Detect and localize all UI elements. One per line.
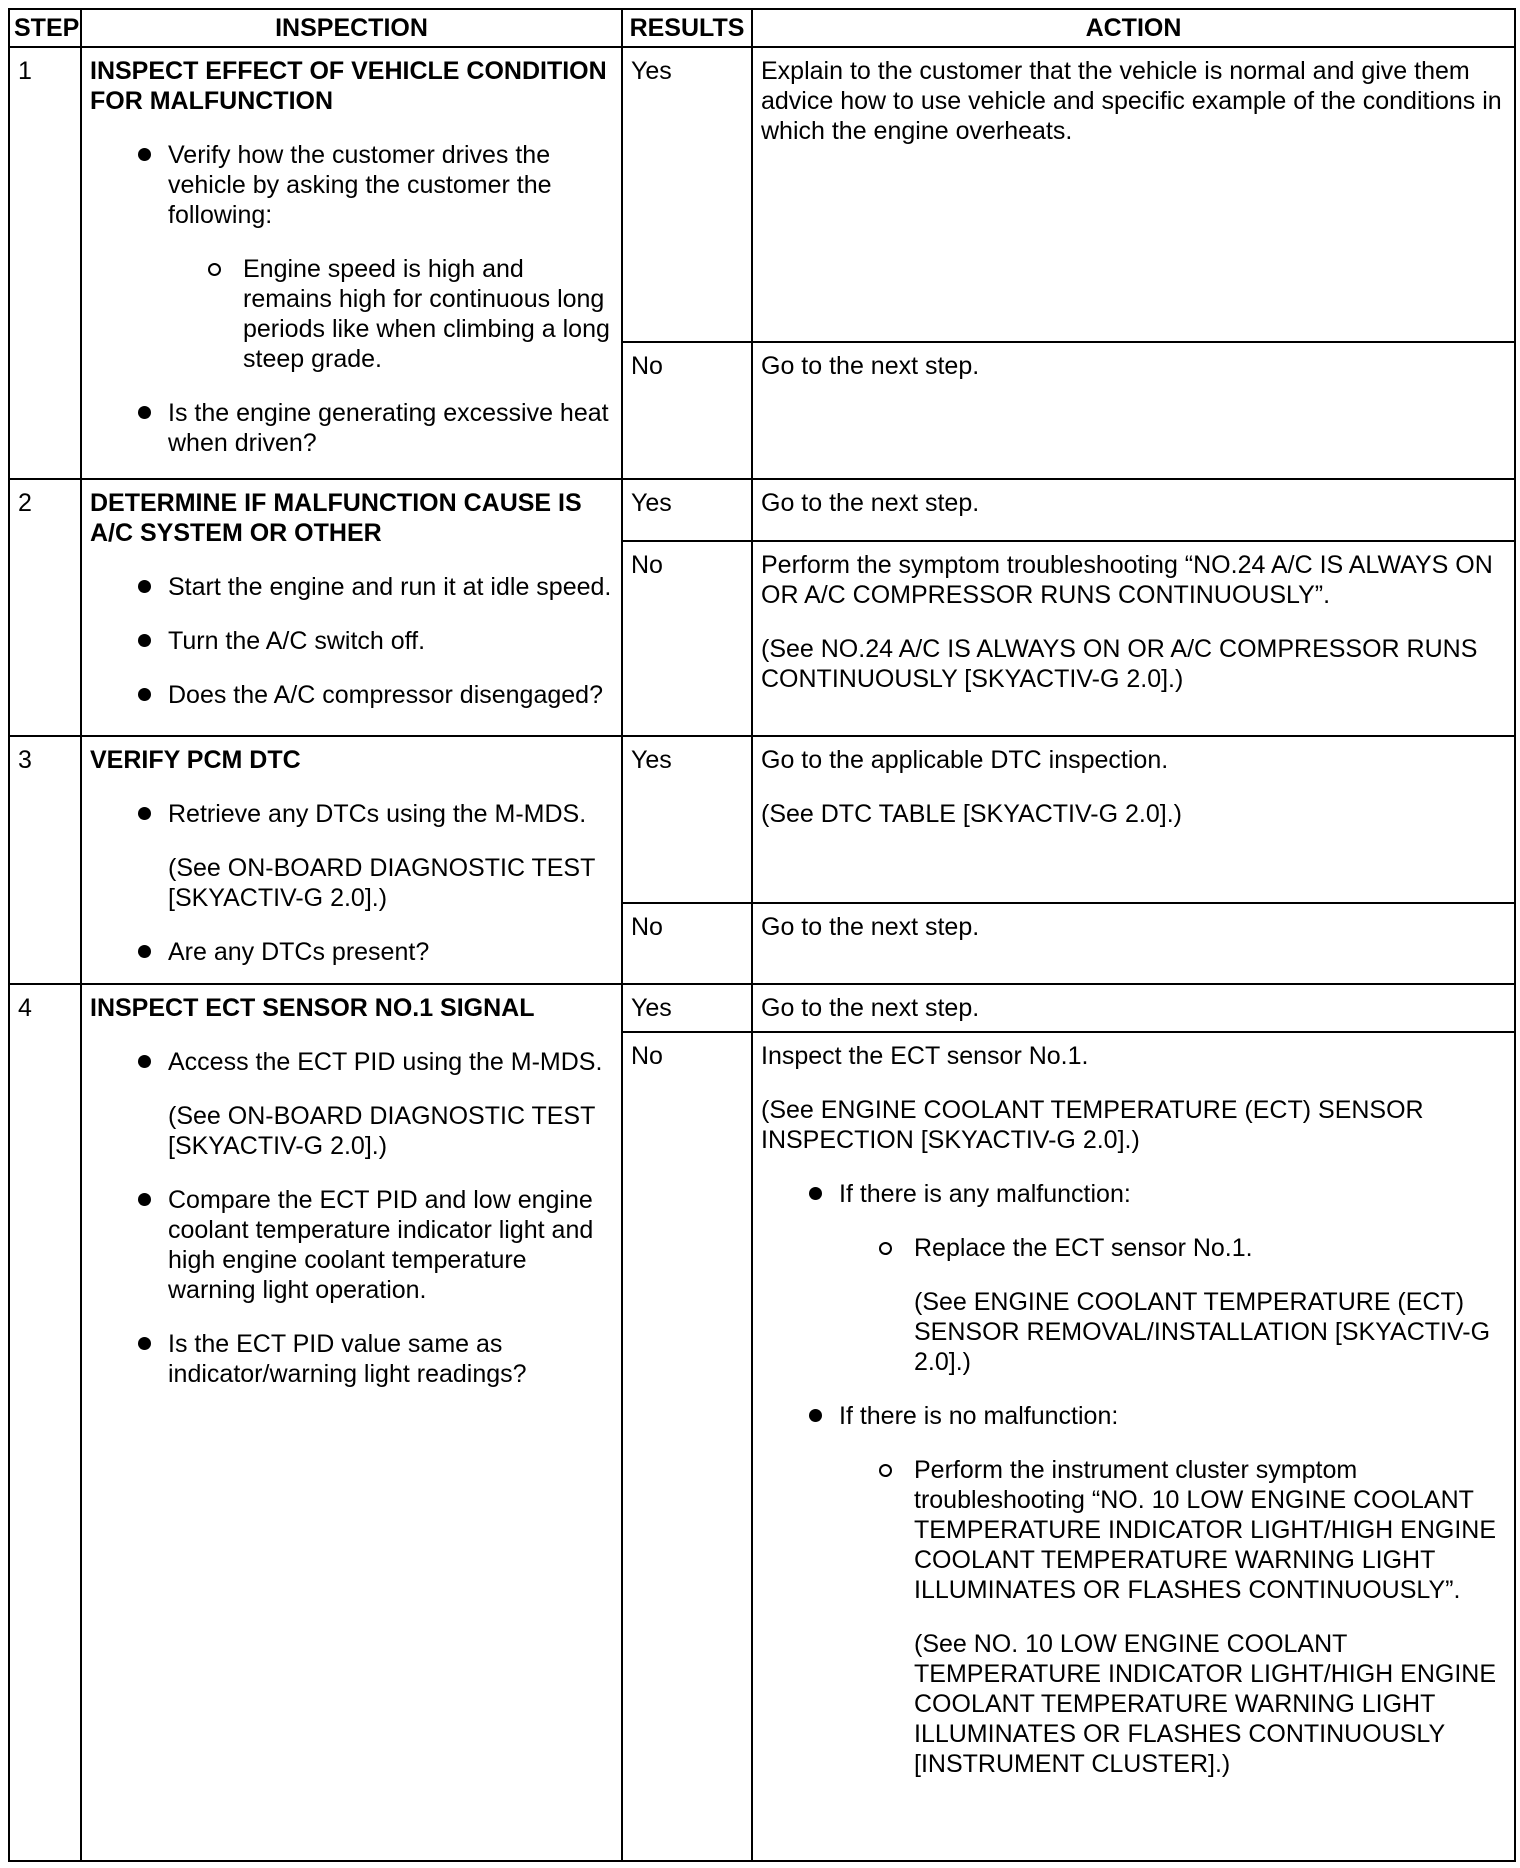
bullet-icon (138, 1055, 151, 1068)
step-4-number: 4 (9, 984, 81, 1862)
step-4-no-action-ref: (See ENGINE COOLANT TEMPERATURE (ECT) SENSOR INSPECTION [SKYACTIV-G 2.0].) (761, 1095, 1424, 1154)
bullet-icon (138, 634, 151, 647)
step-4-bullet-note: (See ON-BOARD DIAGNOSTIC TEST [SKYACTIV-G 2.0].) (168, 1101, 595, 1160)
step-2-title: DETERMINE IF MALFUNCTION CAUSE IS A/C SYSTEM OR OTHER (90, 489, 582, 548)
step-3-yes-row (9, 736, 1515, 903)
step-4-action-no (752, 1032, 1515, 1862)
step-3-action-no: Go to the next step. (752, 903, 1515, 983)
bullet-icon (138, 1193, 151, 1206)
step-3-result-no: No (622, 903, 752, 983)
step-4-result-no: No (622, 1032, 752, 1862)
step-3-bullet-note: (See ON-BOARD DIAGNOSTIC TEST [SKYACTIV-G 2.0].) (168, 854, 595, 913)
step-4-bullet-3: Is the ECT PID value same as indicator/warning light readings? (138, 1329, 613, 1389)
step-3-action-yes (752, 736, 1515, 903)
step-4-no-malfunction-item: If there is no malfunction: Perform the instrument cluster symptom troubleshooting “NO. 10 LOW ENGINE COOLANT TEMPERATURE INDICATOR LIGHT/HIGH ENGINE COOLANT TEMPERATURE WARNING LIGHT ILLUMINATES OR FLASHES CONTINUOUSLY”. (See NO. 10 LOW ENGINE COOLANT TEMPERATURE INDICATOR LIGHT/HIGH ENGINE COOLANT TEMPERATURE WARNING LIGHT ILLUMINATES OR FLASHES CONTINUOUSLY [INSTRUMENT CLUSTER].) (809, 1401, 1506, 1779)
step-1-result-yes: Yes (622, 47, 752, 342)
step-2-bullet-1: Start the engine and run it at idle speed. (138, 572, 613, 602)
step-4-inspection (81, 984, 622, 1862)
header-action: ACTION (752, 9, 1515, 47)
circle-bullet-icon (879, 1464, 892, 1477)
step-1-action-yes: Explain to the customer that the vehicle is normal and give them advice how to use vehicle and specific example of the conditions in which the engine overheats. (752, 47, 1515, 342)
step-4-bullet-1: Access the ECT PID using the M-MDS. (See ON-BOARD DIAGNOSTIC TEST [SKYACTIV-G 2.0].) (138, 1047, 613, 1161)
header-step: STEP (9, 9, 81, 47)
step-3-title: VERIFY PCM DTC (90, 746, 301, 775)
step-4-no-malfunction-sub: Perform the instrument cluster symptom troubleshooting “NO. 10 LOW ENGINE COOLANT TEMPERATURE INDICATOR LIGHT/HIGH ENGINE COOLANT TEMPERATURE WARNING LIGHT ILLUMINATES OR FLASHES CONTINUOUSLY”. (See NO. 10 LOW ENGINE COOLANT TEMPERATURE INDICATOR LIGHT/HIGH ENGINE COOLANT TEMPERATURE WARNING LIGHT ILLUMINATES OR FLASHES CONTINUOUSLY [INSTRUMENT CLUSTER].) (879, 1455, 1506, 1779)
step-4-no-action-text: Inspect the ECT sensor No.1. (761, 1041, 1089, 1070)
step-2-yes-row (9, 479, 1515, 541)
bullet-icon (138, 406, 151, 419)
step-1-inspection (81, 47, 622, 479)
step-1-bullet-1: Verify how the customer drives the vehicle by asking the customer the following: Engine speed is high and remains high for continuous long periods like when climbing a long steep grade. (138, 140, 613, 374)
bullet-icon (138, 807, 151, 820)
step-4-malfunction-sub: Replace the ECT sensor No.1. (See ENGINE COOLANT TEMPERATURE (ECT) SENSOR REMOVAL/INSTALLATION [SKYACTIV-G 2.0].) (879, 1233, 1506, 1377)
step-4-bullet-2: Compare the ECT PID and low engine coolant temperature indicator light and high engine coolant temperature warning light operation. (138, 1185, 613, 1305)
step-4-result-yes: Yes (622, 984, 752, 1032)
step-2-result-no: No (622, 541, 752, 736)
step-1-result-no: No (622, 342, 752, 479)
step-1-number: 1 (9, 47, 81, 479)
header-results: RESULTS (622, 9, 752, 47)
step-3-inspection (81, 736, 622, 983)
step-2-no-action-text: Perform the symptom troubleshooting “NO.24 A/C IS ALWAYS ON OR A/C COMPRESSOR RUNS CONTINUOUSLY”. (761, 551, 1493, 610)
circle-bullet-icon (879, 1242, 892, 1255)
bullet-icon (809, 1409, 822, 1422)
step-2-number: 2 (9, 479, 81, 736)
step-2-inspection (81, 479, 622, 736)
step-3-result-yes: Yes (622, 736, 752, 903)
step-4-malfunction-item: If there is any malfunction: Replace the ECT sensor No.1. (See ENGINE COOLANT TEMPERATURE (ECT) SENSOR REMOVAL/INSTALLATION [SKYACTIV-G 2.0].) (809, 1179, 1506, 1377)
step-2-no-action-ref: (See NO.24 A/C IS ALWAYS ON OR A/C COMPRESSOR RUNS CONTINUOUSLY [SKYACTIV-G 2.0].) (761, 635, 1478, 694)
step-4-title: INSPECT ECT SENSOR NO.1 SIGNAL (90, 993, 535, 1022)
bullet-icon (809, 1187, 822, 1200)
step-3-yes-action-ref: (See DTC TABLE [SKYACTIV-G 2.0].) (761, 800, 1182, 829)
step-2-result-yes: Yes (622, 479, 752, 541)
step-2-action-yes: Go to the next step. (752, 479, 1515, 541)
step-3-bullet-1: Retrieve any DTCs using the M-MDS. (See ON-BOARD DIAGNOSTIC TEST [SKYACTIV-G 2.0].) (138, 799, 613, 913)
circle-bullet-icon (208, 263, 221, 276)
step-2-bullet-3: Does the A/C compressor disengaged? (138, 680, 613, 710)
step-3-bullet-2: Are any DTCs present? (138, 937, 613, 967)
bullet-icon (138, 688, 151, 701)
header-inspection: INSPECTION (81, 9, 622, 47)
step-3-number: 3 (9, 736, 81, 983)
header-row (9, 9, 1515, 47)
step-1-bullet-2: Is the engine generating excessive heat when driven? (138, 398, 613, 458)
step-1-action-no: Go to the next step. (752, 342, 1515, 479)
bullet-icon (138, 580, 151, 593)
step-2-action-no (752, 541, 1515, 736)
step-1-title: INSPECT EFFECT OF VEHICLE CONDITION FOR MALFUNCTION (90, 57, 607, 115)
step-3-yes-action-text: Go to the applicable DTC inspection. (761, 746, 1169, 775)
step-4-action-yes: Go to the next step. (752, 984, 1515, 1032)
step-1-sub-bullet: Engine speed is high and remains high for continuous long periods like when climbing a long steep grade. (208, 254, 613, 374)
diagnostic-table (8, 8, 1516, 1862)
bullet-icon (138, 1337, 151, 1350)
bullet-icon (138, 148, 151, 161)
bullet-icon (138, 945, 151, 958)
step-1-yes-row (9, 47, 1515, 342)
step-2-bullet-2: Turn the A/C switch off. (138, 626, 613, 656)
step-4-yes-row (9, 984, 1515, 1032)
